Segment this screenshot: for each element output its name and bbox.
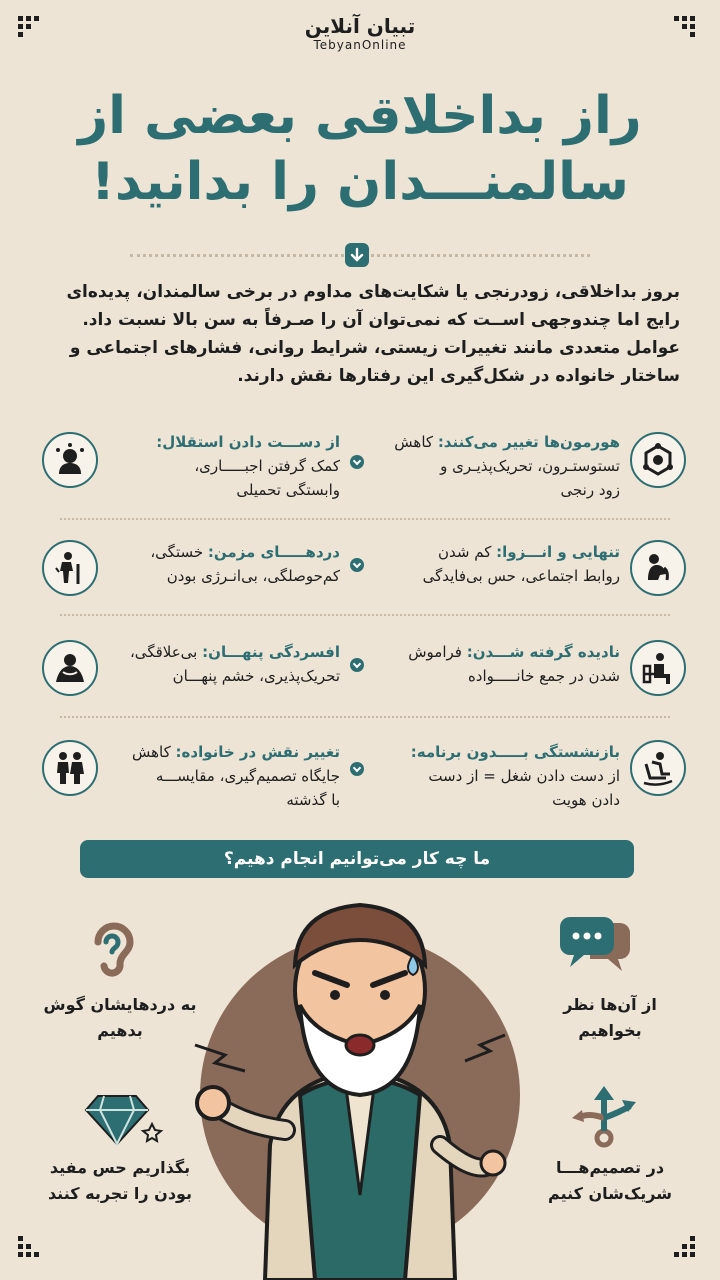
tip-feel-useful: بگذاریم حس مفید بودن را تجربه کنند — [47, 1158, 193, 1203]
chevron-down-icon — [350, 455, 364, 469]
cause-label: هورمون‌ها تغییر می‌کنند: — [437, 433, 620, 451]
cause-loss-of-independence — [100, 430, 340, 502]
cause-hormones — [380, 430, 620, 502]
chat-bubbles-icon — [560, 915, 632, 977]
cause-text: تحریک‌پذیری، خشم پنهـــان — [172, 667, 340, 685]
intro-line: بروز بداخلاقی، زودرنجی یا شکایت‌های مداوم در برخی سالمندان، پدیده‌ای — [66, 282, 680, 302]
cause-text: شدن در جمع خانـــــواده — [467, 667, 620, 685]
ignored-icon — [630, 640, 686, 696]
cause-text: کمک گرفتن اجبـــــاری، — [194, 457, 340, 475]
cause-text: کاهش — [394, 433, 434, 451]
chevron-down-icon — [350, 762, 364, 776]
cause-text: فراموش — [408, 643, 462, 661]
cause-text: زود رنجی — [560, 481, 620, 499]
cause-text: جایگاه تصمیم‌گیری، مقایســـه — [155, 767, 340, 785]
cause-text: تستوستـرون، تحریک‌پذیـری و — [440, 457, 620, 475]
corner-ornament-bottom-left — [18, 1236, 46, 1264]
chronic-pain-icon — [42, 540, 98, 596]
tip-listen-to-pain: به دردهایشان گوش بدهیم — [43, 995, 197, 1040]
cause-text: کم شدن — [438, 543, 492, 561]
intro-line: ساختار خانواده در شکل‌گیری این رفتارها نقش دارند. — [237, 366, 680, 386]
intro-line: رایج اما چندوجهی اســت که نمی‌توان آن را صـرفاً به سن بالا نسبت داد. — [82, 310, 680, 330]
intro-line: عوامل متعددی مانند تغییرات زیستی، شرایط روانی، فشارهای اجتماعی و — [69, 338, 680, 358]
row-divider — [60, 518, 670, 520]
cause-text: وابستگی تحمیلی — [236, 481, 340, 499]
cause-hidden-depression — [100, 640, 340, 688]
chevron-down-icon — [350, 658, 364, 672]
ear-icon — [88, 918, 136, 982]
cause-family-role-change — [100, 740, 340, 812]
brand-name-latin: TebyanOnline — [313, 38, 407, 52]
down-arrow-icon — [345, 243, 369, 267]
cause-loneliness — [380, 540, 620, 588]
depression-icon — [42, 640, 98, 696]
row-divider — [60, 614, 670, 616]
retirement-icon — [630, 740, 686, 796]
cause-text: روابط اجتماعی، حس بی‌فایدگی — [422, 567, 620, 585]
cause-label: تنهایی و انـــزوا: — [496, 543, 620, 561]
cause-text: از دست دادن شغل = از دست — [428, 767, 620, 785]
row-divider — [60, 716, 670, 718]
chevron-down-icon — [350, 558, 364, 572]
cause-label: افسردگی پنهـــان: — [202, 643, 340, 661]
cause-label: دردهـــــای مزمن: — [207, 543, 340, 561]
cause-text: کم‌حوصلگی، بی‌انـرژی بودن — [166, 567, 340, 585]
diamond-icon — [84, 1090, 164, 1148]
cause-unplanned-retirement — [380, 740, 620, 812]
cause-label: تغییر نقش در خانواده: — [175, 743, 340, 761]
cause-text: کاهش — [131, 743, 171, 761]
page-title-line1: راز بداخلاقی بعضی از — [78, 86, 642, 146]
tip-ask-opinion: از آن‌ها نظر بخواهیم — [563, 995, 657, 1040]
cause-text: بی‌علاقگی، — [129, 643, 198, 661]
loneliness-icon — [630, 540, 686, 596]
tip-share-decisions: در تصمیم‌هـــا شریک‌شان کنیم — [548, 1158, 672, 1203]
cause-text: با گذشته — [286, 791, 340, 809]
cause-label: بازنشستگی بـــــدون برنامه: — [410, 743, 620, 761]
dependence-icon — [42, 432, 98, 488]
cause-label: از دســـت دادن استقلال: — [156, 433, 340, 451]
angry-old-man-illustration — [175, 895, 545, 1280]
question-banner: ما چه کار می‌توانیم انجام دهیم؟ — [80, 840, 634, 878]
cause-being-ignored — [380, 640, 620, 688]
family-role-icon — [42, 740, 98, 796]
cause-text: دادن هویت — [552, 791, 620, 809]
cause-text: خستگی، — [150, 543, 204, 561]
corner-ornament-bottom-right — [674, 1236, 702, 1264]
brand-logo: تبیان آنلاین — [304, 14, 416, 38]
page-title-line2: سالمنـــدان را بدانید! — [91, 152, 629, 212]
cause-label: نادیده گرفته شـــدن: — [466, 643, 620, 661]
cause-chronic-pain — [100, 540, 340, 588]
branch-arrows-icon — [568, 1078, 640, 1148]
hormone-icon — [630, 432, 686, 488]
